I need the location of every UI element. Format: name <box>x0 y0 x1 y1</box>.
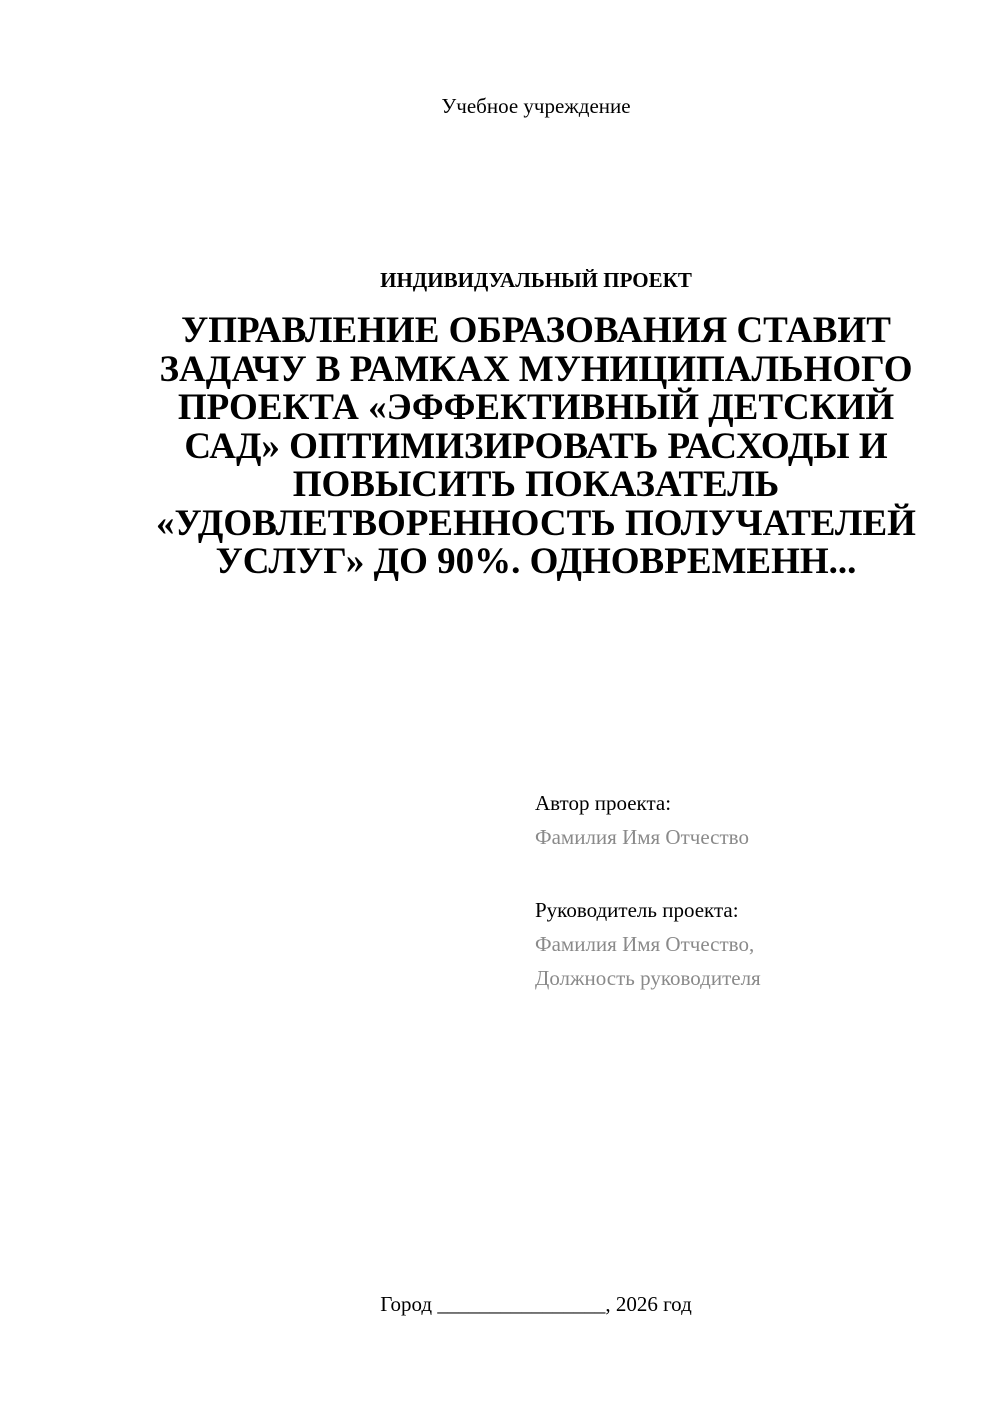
author-block <box>535 786 955 854</box>
project-type-heading: ИНДИВИДУАЛЬНЫЙ ПРОЕКТ <box>380 268 692 292</box>
institution-name: Учебное учреждение <box>441 94 631 118</box>
supervisor-block <box>535 893 955 995</box>
supervisor-position-placeholder: Должность руководителя <box>535 966 761 990</box>
city-year-line: Город ________________, 2026 год <box>380 1292 692 1316</box>
project-title: УПРАВЛЕНИЕ ОБРАЗОВАНИЯ СТАВИТ ЗАДАЧУ В РАМКАХ МУНИЦИПАЛЬНОГО ПРОЕКТА «ЭФФЕКТИВНЫЙ ДЕТСКИЙ САД» ОПТИМИЗИРОВАТЬ РАСХОДЫ И ПОВЫСИТЬ ПОКАЗАТЕЛЬ «УДОВЛЕТВОРЕННОСТЬ ПОЛУЧАТЕЛЕЙ УСЛУГ» ДО 90%. ОДНОВРЕМЕНН... <box>156 310 916 582</box>
author-name-placeholder: Фамилия Имя Отчество <box>535 825 749 849</box>
supervisor-label: Руководитель проекта: <box>535 898 739 922</box>
supervisor-name-placeholder: Фамилия Имя Отчество, <box>535 932 755 956</box>
author-label: Автор проекта: <box>535 791 672 815</box>
